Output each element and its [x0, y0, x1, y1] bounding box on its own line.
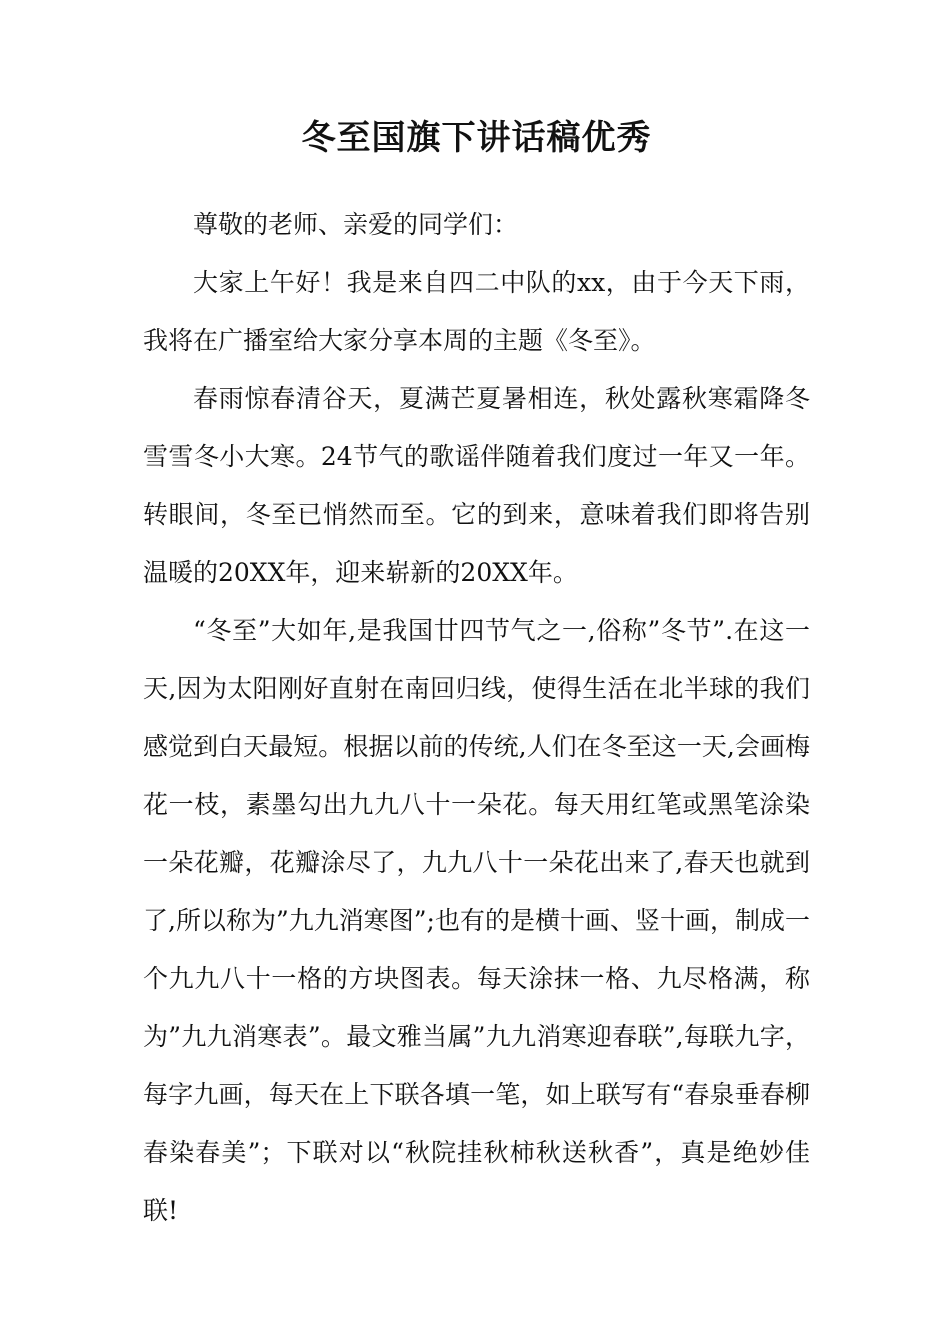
salutation-paragraph: 尊敬的老师、亲爱的同学们：: [193, 210, 519, 239]
solar-terms-paragraph: 春雨惊春清谷天，夏满芒夏暑相连，秋处露秋寒霜降冬雪雪冬小大寒。24节气的歌谣伴随着我们度过一年又一年。转眼间，冬至已悄然而至。它的到来，意味着我们即将告别温暖的20XX年，迎来崭新的20XX年。: [143, 384, 810, 587]
greeting-paragraph: 大家上午好！我是来自四二中队的xx，由于今天下雨，我将在广播室给大家分享本周的主题《冬至》。: [143, 268, 810, 355]
winter-solstice-custom-paragraph: “冬至”大如年,是我国廿四节气之一,俗称”冬节”.在这一天,因为太阳刚好直射在南回归线，使得生活在北半球的我们感觉到白天最短。根据以前的传统,人们在冬至这一天,会画梅花一枝，素墨勾出九九八十一朵花。每天用红笔或黑笔涂染一朵花瓣，花瓣涂尽了，九九八十一朵花出来了,春天也就到了,所以称为”九九消寒图”;也有的是横十画、竖十画，制成一个九九八十一格的方块图表。每天涂抹一格、九尽格满，称为”九九消寒表”。最文雅当属”九九消寒迎春联”,每联九字，每字九画，每天在上下联各填一笔，如上联写有“春泉垂春柳春染春美”；下联对以“秋院挂秋柿秋送秋香”，真是绝妙佳联!: [143, 616, 810, 1225]
page-title: 冬至国旗下讲话稿优秀: [301, 118, 652, 158]
